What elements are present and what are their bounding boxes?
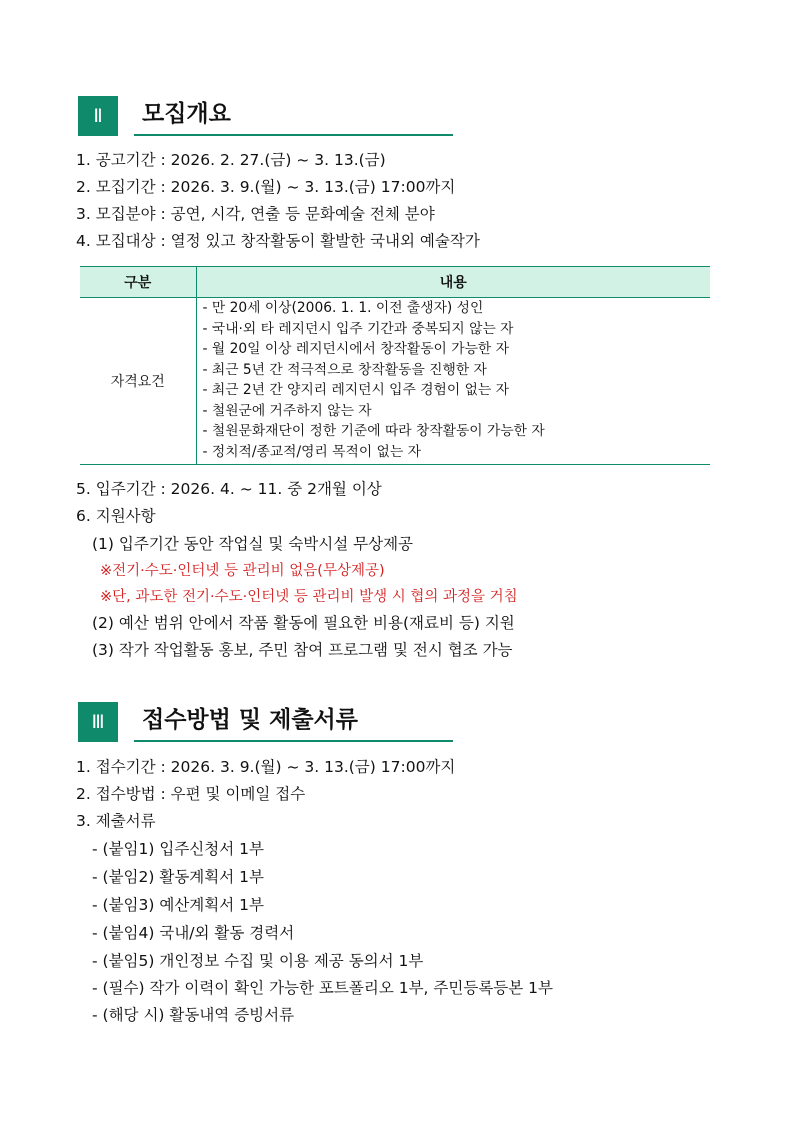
- eligibility-list: [196, 298, 710, 465]
- table-header-row: [80, 267, 710, 298]
- document-item: - (붙임2) 활동계획서 1부: [92, 868, 264, 886]
- document-item: - (해당 시) 활동내역 증빙서류: [92, 1006, 295, 1024]
- list-item: - 최근 5년 간 적극적으로 창작활동을 진행한 자: [202, 361, 487, 378]
- table-row: [80, 298, 710, 465]
- support-item-2: (2) 예산 범위 안에서 작품 활동에 필요한 비용(재료비 등) 지원: [92, 614, 515, 632]
- residency-period: 5. 입주기간 : 2026. 4. ~ 11. 중 2개월 이상: [76, 480, 382, 498]
- document-item: - (붙임4) 국내/외 활동 경력서: [92, 924, 295, 942]
- support-item-3: (3) 작가 작업활동 홍보, 주민 참여 프로그램 및 전시 협조 가능: [92, 641, 513, 659]
- list-item: - 철원군에 거주하지 않는 자: [202, 402, 372, 419]
- section-header-recruitment-overview: [78, 96, 453, 136]
- section-underline: [134, 740, 453, 742]
- list-item: - 정치적/종교적/영리 목적이 없는 자: [202, 443, 421, 460]
- table-header-content: 내용: [196, 267, 710, 298]
- recruitment-field: 3. 모집분야 : 공연, 시각, 연출 등 문화예술 전체 분야: [76, 205, 435, 223]
- application-period: 1. 접수기간 : 2026. 3. 9.(월) ~ 3. 13.(금) 17:00까지: [76, 758, 456, 776]
- section-header-application: [78, 702, 453, 742]
- section-number-badge: Ⅱ: [78, 96, 118, 136]
- recruitment-target: 4. 모집대상 : 열정 있고 창작활동이 활발한 국내외 예술작가: [76, 232, 480, 250]
- row-label-eligibility: 자격요건: [80, 298, 196, 465]
- document-item: - (붙임3) 예산계획서 1부: [92, 896, 264, 914]
- section-title: 모집개요: [142, 101, 231, 127]
- support-note-2: ※단, 과도한 전기·수도·인터넷 등 관리비 발생 시 협의 과정을 거침: [100, 589, 518, 605]
- list-item: - 만 20세 이상(2006. 1. 1. 이전 출생자) 성인: [202, 300, 484, 316]
- section-number-badge: Ⅲ: [78, 702, 118, 742]
- section-underline: [134, 134, 453, 136]
- table-header-category: 구분: [80, 267, 196, 298]
- document-item: - (필수) 작가 이력이 확인 가능한 포트폴리오 1부, 주민등록등본 1부: [92, 979, 554, 997]
- document-item: - (붙임1) 입주신청서 1부: [92, 840, 264, 858]
- section-title: 접수방법 및 제출서류: [142, 707, 358, 733]
- recruitment-period: 2. 모집기간 : 2026. 3. 9.(월) ~ 3. 13.(금) 17:00까지: [76, 178, 456, 196]
- eligibility-table: [80, 266, 710, 465]
- list-item: - 국내·외 타 레지던시 입주 기간과 중복되지 않는 자: [202, 320, 514, 337]
- support-item-1: (1) 입주기간 동안 작업실 및 숙박시설 무상제공: [92, 535, 414, 553]
- support-heading: 6. 지원사항: [76, 507, 156, 525]
- documents-heading: 3. 제출서류: [76, 812, 156, 830]
- list-item: - 최근 2년 간 양지리 레지던시 입주 경험이 없는 자: [202, 382, 509, 398]
- announcement-period: 1. 공고기간 : 2026. 2. 27.(금) ~ 3. 13.(금): [76, 151, 386, 169]
- list-item: - 월 20일 이상 레지던시에서 창작활동이 가능한 자: [202, 341, 509, 357]
- document-item: - (붙임5) 개인정보 수집 및 이용 제공 동의서 1부: [92, 952, 424, 970]
- support-note-1: ※전기·수도·인터넷 등 관리비 없음(무상제공): [100, 563, 385, 579]
- application-method: 2. 접수방법 : 우편 및 이메일 접수: [76, 785, 306, 803]
- list-item: - 철원문화재단이 정한 기준에 따라 창작활동이 가능한 자: [202, 423, 545, 439]
